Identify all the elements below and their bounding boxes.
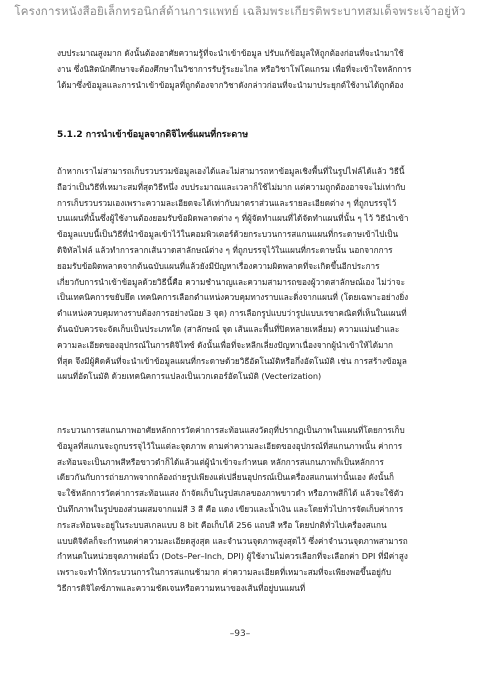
section-heading: 5.1.2 การนำเข้าข้อมูลจากดิจิไทซ์แผนที่กระดาษ: [57, 130, 249, 140]
text-line: เป็นเทคนิคการขยับยึด เทคนิคการเลือกตำแหน่งควบคุมทางราบและดิ่งจากแผนที่ (โดยเฉพาะอย่างยิ่ง: [57, 292, 409, 303]
text-line: งาน ซึ่งนิสิตนักศึกษาจะต้องศึกษาในวิชาการรับรู้ระยะไกล หรือวิชาโฟโตแกรม เพื่อที่จะเข้าใจหลักการ: [57, 63, 412, 74]
text-line: การเก็บรวบรวมเองเพราะความละเอียดจะได้เท่ากับมาตราส่วนและรายละเอียดต่าง ๆ ที่ถูกบรรจุไว้: [57, 197, 397, 208]
text-line: ต้นฉบับควรจะจัดเก็บเป็นประเภทใด (สาลักษณ์ จุด เส้นและพื้นที่ปิดหลายเหลี่ยม) ความแม่นยำและ: [57, 323, 400, 334]
page-number: –93–: [229, 629, 251, 639]
intro-paragraph: [57, 46, 432, 93]
text-line: ยอมรับข้อผิดพลาดจากต้นฉบับแผนที่แล้วยังมีปัญหาเรื่องความผิดพลาดที่จะเกิดขึ้นอีกประการ: [57, 260, 380, 271]
text-line: สะท้อนจะเป็นภาพสีหรือขาวดำก็ได้แล้วแต่ผู้นำเข้าจะกำหนด หลักการสแกนภาพก็เป็นหลักการ: [57, 456, 384, 467]
text-line: เพราะจะทำให้กระบวนการในการสแกนช้ามาก ค่าความละเอียดที่เหมาะสมที่จะเพียงพอขึ้นอยู่กับ: [57, 567, 392, 578]
body-paragraph-1: [57, 164, 432, 385]
text-line: กระสะท้อนจะอยู่ในระบบสเกลแบบ 8 bit คือเก็บได้ 256 แถบสี หรือ โดยปกติทั่วไปเครื่องสแกน: [57, 519, 387, 530]
text-line: ความละเอียดของอุปกรณ์ในการดิจิไทซ์ ดังนั้นเพื่อที่จะหลีกเลี่ยงปัญหาเนื่องจากผู้นำเข้าให้ได้มาก: [57, 339, 394, 350]
text-line: บันทึกภาพในรูปของส่วนผสมจากแม่สี 3 สี คือ แดง เขียวและน้ำเงิน และโดยทั่วไปการจัดเก็บค่าการ: [57, 503, 404, 514]
text-line: จะใช้หลักการวัดค่าการสะท้อนแสง ถ้าจัดเก็บในรูปสเกลของภาพขาวดำ หรือภาพสีก็ได้ แล้วจะใช้ตัว: [57, 488, 404, 499]
text-line: ดิจิทัลไฟล์ แล้วทำการลากเส้นวาดสาลักษณ์ต่าง ๆ ที่ถูกบรรจุไว้ในแผนที่กระดาษนั้น นอกจากการ: [57, 244, 393, 255]
text-line: ถ้าหากเราไม่สามารถเก็บรวบรวมข้อมูลเองได้และไม่สามารถหาข้อมูลเชิงพื้นที่ในรูปไฟล์ได้แล้ว วิธีนี้: [57, 166, 405, 176]
text-line: ได้มาซึ่งข้อมูลและการนำเข้าข้อมูลที่ถูกต้องจากวิชาดังกล่าวก่อนที่จะนำมาประยุกต์ใช้งานได้ถูกต้อง: [57, 79, 404, 90]
text-line: ที่สุด จึงมีผู้คิดค้นที่จะนำเข้าข้อมูลแผนที่กระดาษด้วยวิธีอัตโนมัติหรือกึ่งอัตโนมัติ เช่น การสร้างข้อมูล: [57, 355, 407, 366]
text-line: ถือว่าเป็นวิธีที่เหมาะสมที่สุดวิธีหนึ่ง งบประมาณและเวลาก็ใช้ไม่มาก แต่ความถูกต้องอาจจะไม่เท่ากับ: [57, 181, 406, 192]
text-line: กำหนดในหน่วยจุดภาพต่อนิ้ว (Dots–Per–Inch, DPI) ผู้ใช้งานไม่ควรเลือกที่จะเลือกค่า DPI ที่มีค่าสูง: [57, 551, 408, 562]
text-line: วิธีการดิจิไตซ์ภาพและความชัดเจนหรือความหนาของเส้นที่อยู่บนแผนที่: [57, 582, 306, 593]
text-line: แผนที่อัตโนมัติ ด้วยเทคนิคการแปลงเป็นเวกเตอร์อัตโนมัติ (Vecterization): [57, 371, 322, 382]
body-paragraph-2: [57, 423, 432, 597]
text-line: กระบวนการสแกนภาพอาศัยหลักการวัดค่าการสะท้อนแสงวัตถุที่ปรากฏเป็นภาพในแผนที่โดยการเก็บ: [57, 425, 405, 435]
text-line: แบบดิจิตัลก็จะกำหนดค่าความละเอียดสูงสุด และจำนวนจุดภาพสูงสุดไว้ ซึ่งค่าจำนวนจุดภาพสามารถ: [57, 535, 408, 546]
running-header: โครงการหนังสือยิเล็กทรอนิกส์ด้านการแพทย์ เฉลิมพระเกียรติพระบาทสมเด็จพระเจ้าอยู่หัว: [14, 4, 466, 18]
text-line: ตำแหน่งควบคุมทางราบต้องการอย่างน้อย 3 จุด) การเลือกรูปแบบว่ารูปแบบเรขาคณิตที่เห็นในแผนที่: [57, 308, 407, 319]
text-line: บนแผนที่นั้นซึ่งผู้ใช้งานต้องยอมรับข้อผิดพลาดต่าง ๆ ที่ผู้จัดทำแผนที่ได้จัดทำแผนที่นั้น ๆ ไว้ วิธีนำเข้า: [57, 213, 409, 224]
text-line: ข้อมูลที่สแกนจะถูกบรรจุไว้ในแต่ละจุดภาพ ตามค่าความละเอียดของอุปกรณ์ที่สแกนภาพนั้น ค่าการ: [57, 440, 403, 451]
text-line: งบประมาณสูงมาก ดังนั้นต้องอาศัยความรู้ที่จะนำเข้าข้อมูล ปรับแก้ข้อมูลให้ถูกต้องก่อนที่จะนำมาใช้: [57, 48, 404, 58]
text-line: เดียวกันกับการถ่ายภาพจากกล้องถ่ายรูปเพียงแต่เปลี่ยนอุปกรณ์เป็นเครื่องสแกนเท่านั้นเอง ดังนั้นก็: [57, 472, 394, 483]
text-line: ข้อมูลแบบนี้เป็นวิธีที่นำข้อมูลเข้าไว้ในคอมพิวเตอร์ด้วยกระบวนการสแกนแผนที่กระดาษเข้าไปเป็น: [57, 229, 399, 240]
text-line: เกี่ยวกับการนำเข้าข้อมูลด้วยวิธีนี้คือ ความชำนาญและความสามารถของผู้วาดสาลักษณ์เอง ไม่ว่าจะ: [57, 276, 405, 287]
